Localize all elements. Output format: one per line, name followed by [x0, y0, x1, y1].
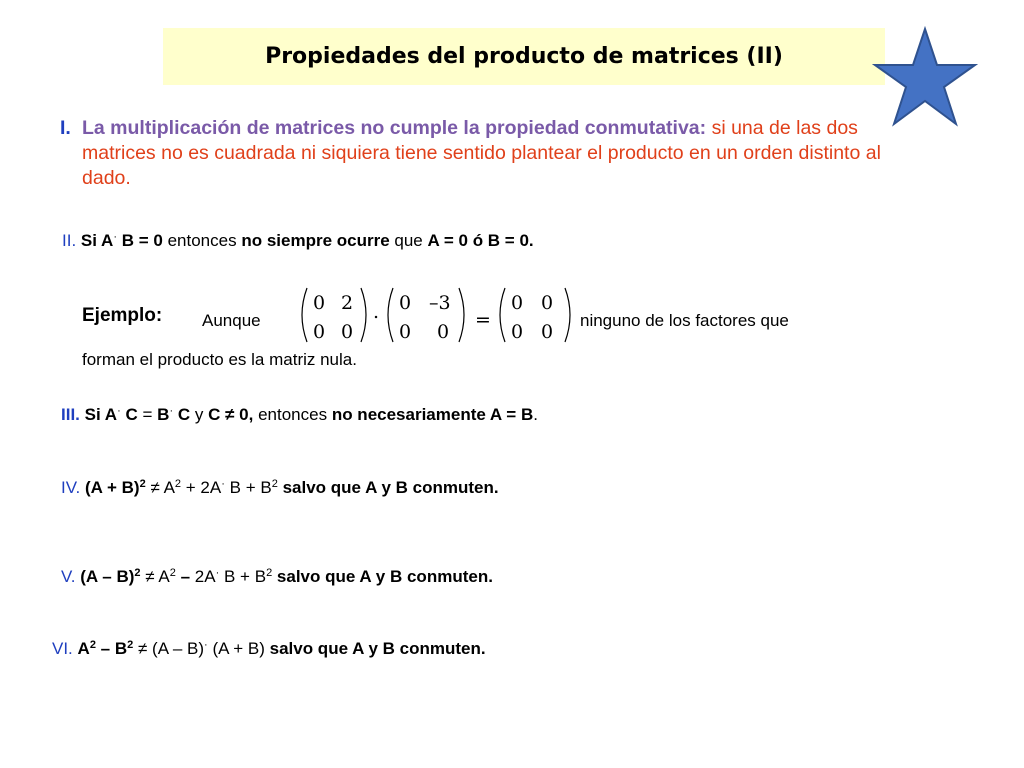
item-2-dot: · [113, 231, 118, 243]
item-1 [60, 116, 920, 191]
item-3-dot-1: · [117, 405, 121, 417]
item-6-text-c: ≠ (A – B) [138, 639, 205, 658]
m1-a11: 0 [313, 292, 326, 314]
item-4-text-a: (A + B) [84, 478, 140, 497]
item-4-number: IV. [61, 478, 81, 497]
title-box [163, 28, 885, 85]
item-4-sup-1: 2 [139, 478, 146, 490]
example-line2: forman el producto es la matriz nula. [82, 350, 357, 369]
item-5-sup-1: 2 [134, 567, 141, 579]
item-2-text-e: que [394, 231, 423, 250]
page-title: Propiedades del producto de matrices (II) [265, 44, 783, 69]
item-6-dot: · [204, 639, 208, 651]
item-5-text-d: 2A [194, 567, 216, 586]
item-4-sup-2: 2 [174, 478, 182, 490]
item-6-number: VI. [52, 639, 73, 658]
item-3-text-e: C [177, 405, 191, 424]
m2-a21: 0 [399, 321, 412, 343]
item-3-text-c: = [142, 405, 153, 424]
item-5-text-c: – [180, 567, 191, 586]
item-4-text-d: B + B [229, 478, 272, 497]
item-1-number: I. [60, 117, 71, 139]
item-3 [61, 405, 538, 425]
item-5-dot: · [215, 567, 220, 579]
m2-a22: 0 [437, 321, 450, 343]
example-label: Ejemplo: [82, 305, 163, 326]
m3-a12: 0 [541, 292, 554, 314]
item-3-text-b: C [125, 405, 138, 424]
item-6-sup-1: 2 [89, 639, 96, 651]
m1-a21: 0 [313, 321, 326, 343]
m3-a22: 0 [541, 321, 554, 343]
item-5-text-b: ≠ A [145, 567, 170, 586]
m3-a11: 0 [511, 292, 524, 314]
item-5-text-a: (A – B) [80, 567, 135, 586]
m2-a12: –3 [429, 292, 451, 314]
item-5-number: V. [61, 567, 76, 586]
item-2-text-d: no siempre ocurre [241, 231, 390, 250]
item-3-text-j: . [533, 405, 538, 424]
item-2 [62, 231, 534, 251]
item-4-text-b: ≠ A [150, 478, 175, 497]
item-5-sup-3: 2 [266, 567, 273, 579]
m2-a11: 0 [399, 292, 412, 314]
item-3-text-i: no necesariamente A = B [331, 405, 534, 424]
item-2-text-b: B = 0 [121, 231, 163, 250]
item-3-text-f: y [194, 405, 204, 424]
matrix-equation [295, 284, 595, 346]
item-1-bold: La multiplicación de matrices no cumple la propiedad conmutativa: [82, 117, 707, 139]
item-6-text-a: A [77, 639, 90, 658]
example-after: ninguno de los factores que [580, 311, 789, 330]
item-3-number: III. [61, 405, 80, 424]
item-4-text-e: salvo que A y B conmuten. [282, 478, 499, 497]
item-6-text-d: (A + B) [212, 639, 265, 658]
item-3-text-h: entonces [258, 405, 328, 424]
m3-a21: 0 [511, 321, 524, 343]
item-2-text-a: Si A [80, 231, 114, 250]
item-2-number: II. [62, 231, 77, 250]
item-6-text-b: – B [100, 639, 128, 658]
dot-operator: . [373, 301, 380, 323]
item-6 [52, 639, 486, 659]
item-5-sup-2: 2 [169, 567, 176, 579]
item-5-text-e: B + B [224, 567, 267, 586]
item-1-text: si una de las dos matrices no es cuadrada ni siquiera tiene sentido plantear el producto en un orden distinto al dado. [82, 117, 881, 189]
item-3-dot-2: · [169, 405, 174, 417]
item-5 [61, 567, 493, 587]
item-2-text-f: A = 0 ó B = 0. [427, 231, 534, 250]
equals-sign: = [475, 309, 491, 331]
item-6-sup-2: 2 [127, 639, 134, 651]
example-aunque: Aunque [202, 311, 261, 330]
m1-a12: 2 [341, 292, 354, 314]
item-3-text-d: B [157, 405, 170, 424]
item-4 [61, 478, 499, 498]
item-4-dot: · [221, 478, 225, 490]
item-4-sup-3: 2 [271, 478, 278, 490]
item-2-text-c: entonces [167, 231, 237, 250]
m1-a22: 0 [341, 321, 354, 343]
item-5-text-f: salvo que A y B conmuten. [276, 567, 493, 586]
item-4-text-c: + 2A [185, 478, 222, 497]
item-6-text-e: salvo que A y B conmuten. [269, 639, 486, 658]
item-3-text-g: C ≠ 0, [208, 405, 254, 424]
item-3-text-a: Si A [84, 405, 118, 424]
